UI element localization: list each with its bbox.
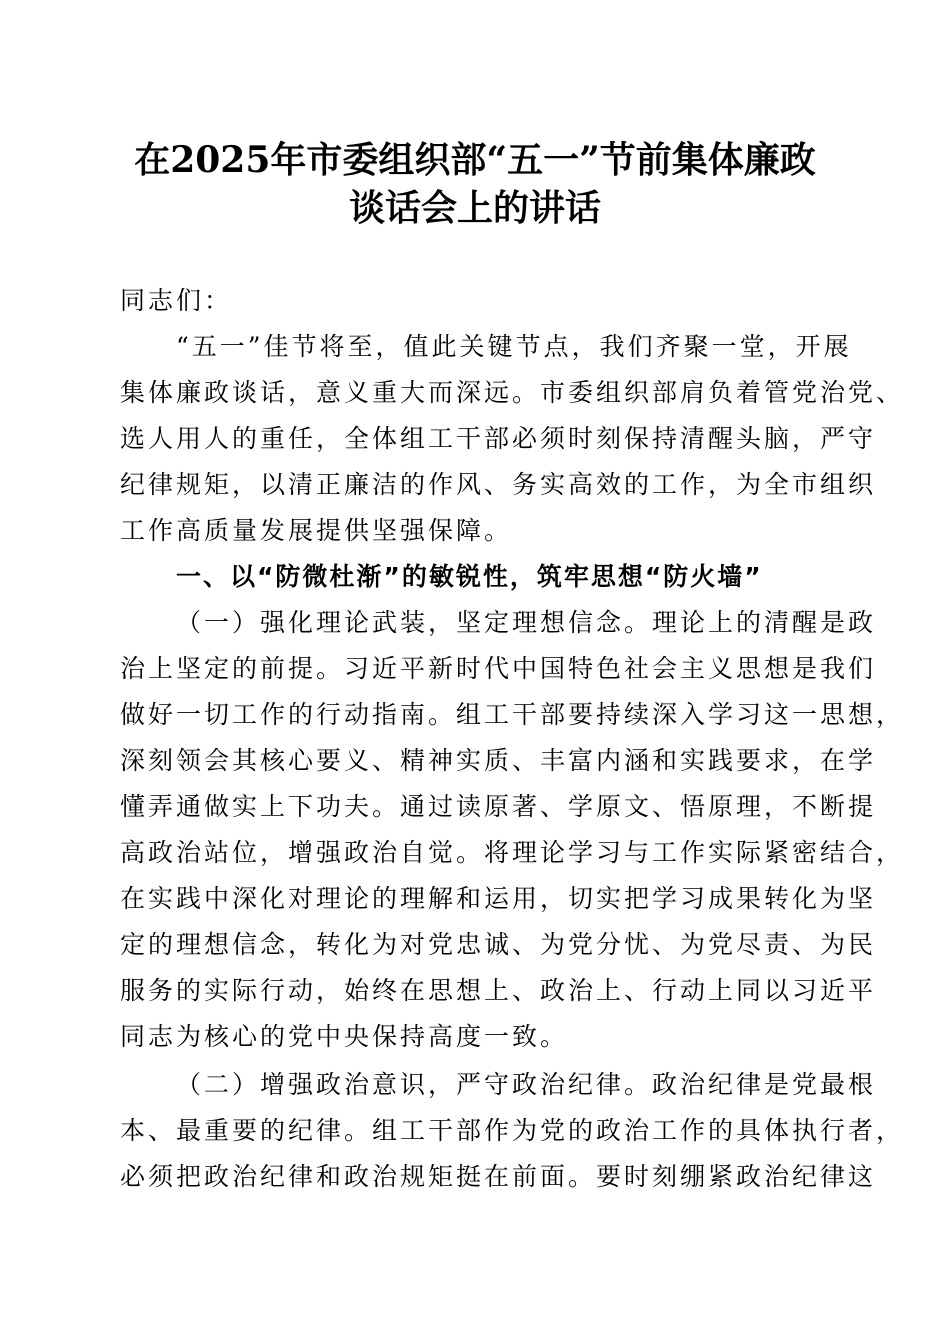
paragraph-line: 集体廉政谈话，意义重大而深远。市委组织部肩负着管党治党、 [120,378,905,407]
paragraph-line: “五一”佳节将至，值此关键节点，我们齐聚一堂，开展 [176,332,852,361]
paragraph-line: 懂弄通做实上下功夫。通过读原著、学原文、悟原理，不断提 [120,792,877,821]
paragraph-intro [120,324,905,554]
paragraph-line: 深刻领会其核心要义、精神实质、丰富内涵和实践要求，在学 [120,746,877,775]
paragraph-line: 选人用人的重任，全体组工干部必须时刻保持清醒头脑，严守 [120,424,877,453]
paragraph-subsection-2 [120,1062,905,1200]
paragraph-line: （二）增强政治意识，严守政治纪律。政治纪律是党最根 [176,1070,877,1099]
paragraph-line: 治上坚定的前提。习近平新时代中国特色社会主义思想是我们 [120,654,877,683]
paragraph-line: 工作高质量发展提供坚强保障。 [120,516,513,545]
paragraph-line: 服务的实际行动，始终在思想上、政治上、行动上同以习近平 [120,976,877,1005]
salutation: 同志们： [120,286,233,315]
paragraph-line: 纪律规矩，以清正廉洁的作风、务实高效的工作，为全市组织 [120,470,877,499]
paragraph-line: 在实践中深化对理论的理解和运用，切实把学习成果转化为坚 [120,884,877,913]
title-line-1: 在2025年市委组织部“五一”节前集体廉政 [134,139,816,181]
paragraph-line: 做好一切工作的行动指南。组工干部要持续深入学习这一思想， [120,700,905,729]
title-line-2: 谈话会上的讲话 [348,187,601,229]
document-title [100,136,850,232]
paragraph-line: 同志为核心的党中央保持高度一致。 [120,1022,569,1051]
document-body [120,278,905,1200]
paragraph-line: 定的理想信念，转化为对党忠诚、为党分忧、为党尽责、为民 [120,930,877,959]
paragraph-line: 必须把政治纪律和政治规矩挺在前面。要时刻绷紧政治纪律这 [120,1162,877,1191]
paragraph-line: （一）强化理论武装，坚定理想信念。理论上的清醒是政 [176,608,877,637]
section-heading-1 [120,554,840,600]
paragraph-subsection-1 [120,600,905,1060]
paragraph-line: 高政治站位，增强政治自觉。将理论学习与工作实际紧密结合， [120,838,905,867]
paragraph-line: 本、最重要的纪律。组工干部作为党的政治工作的具体执行者， [120,1116,905,1145]
section-heading: 一、以“防微杜渐”的敏锐性，筑牢思想“防火墙” [176,562,763,591]
